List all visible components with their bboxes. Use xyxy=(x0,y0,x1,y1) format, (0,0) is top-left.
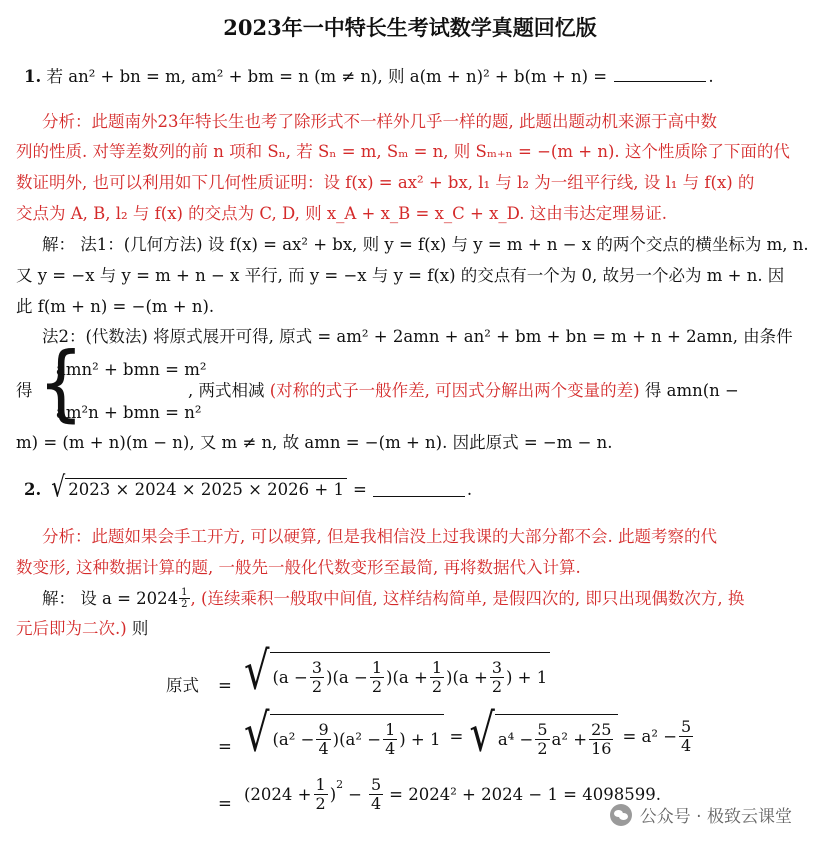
r3d: = 2024² + 2024 − 1 = 4098599. xyxy=(389,785,661,804)
f16: 16 xyxy=(591,739,612,758)
frac-9-4 xyxy=(316,721,330,758)
r2c: ) + 1 xyxy=(399,730,441,749)
row2a-radicand xyxy=(270,714,444,758)
r1e: ) + 1 xyxy=(506,668,548,687)
q2-analysis-line-2: 数变形, 这种数据计算的题, 一般先一般化代数变形至最简, 再将数据代入计算. xyxy=(16,558,581,577)
f5: 5 xyxy=(537,720,548,739)
f9: 9 xyxy=(318,720,329,739)
r2a: (a² − xyxy=(272,730,315,749)
r2d: a⁴ − xyxy=(497,730,534,749)
q1-method2-line-1: 法2：(代数法) 将原式展开可得, 原式 = am² + 2amn + an² + bm + bn = m + n + 2amn, 由条件 xyxy=(42,327,793,346)
r1b: )(a − xyxy=(326,668,368,687)
sqrt-row-1 xyxy=(244,641,550,702)
radical-sign-icon: √ xyxy=(244,641,270,702)
frac-5-4 xyxy=(679,718,693,755)
q1-subtract-note: (对称的式子一般作差, 可因式分解出两个变量的差) xyxy=(269,381,640,400)
q2-number: 2. xyxy=(24,479,42,499)
q1-method2-de: 得 xyxy=(16,381,33,400)
q1-method2-subtract xyxy=(188,380,739,402)
f3: 3 xyxy=(311,658,323,677)
q2-half xyxy=(179,587,189,610)
q2-equals: = xyxy=(353,479,367,499)
q2-solution-intro xyxy=(42,587,744,610)
frac-1-2 xyxy=(370,659,384,696)
q1-analysis-line-3: 数证明外, 也可以利用如下几何性质证明：设 f(x) = ax² + bx, l₁ 与 l₂ 为一组平行线, 设 l₁ 与 f(x) 的 xyxy=(16,173,755,192)
math-row-2 xyxy=(244,703,695,764)
page-title: 2023年一中特长生考试数学真题回忆版 xyxy=(223,15,597,40)
frac-5-4 xyxy=(369,776,383,813)
r2e: a² + xyxy=(551,730,588,749)
sqrt-row-2b xyxy=(469,703,618,764)
f1: 1 xyxy=(315,775,326,794)
q1-solution-line-1: 解： 法1：(几何方法) 设 f(x) = ax² + bx, 则 y = f(x) 与 y = m + n − x 的两个交点的横坐标为 m, n. xyxy=(42,235,809,254)
frac-25-16 xyxy=(589,721,613,758)
f2: 2 xyxy=(311,677,323,696)
half-num: 1 xyxy=(181,587,188,598)
radical-sign-icon: √ xyxy=(469,703,495,764)
q1-method2-conclusion: m) = (m + n)(m − n), 又 m ≠ n, 故 amn = −(m + n). 因此原式 = −m − n. xyxy=(16,433,613,452)
q2-answer-blank xyxy=(373,482,465,497)
r3-square: 2 xyxy=(336,778,344,791)
q2-radicand: 2023 × 2024 × 2025 × 2026 + 1 xyxy=(65,478,347,501)
frac-1-4 xyxy=(383,721,397,758)
f4: 4 xyxy=(385,739,396,758)
radical-sign-icon: √ xyxy=(244,703,270,764)
equals-2: = xyxy=(218,737,232,756)
wechat-icon xyxy=(610,804,632,826)
watermark xyxy=(610,802,792,827)
f2: 2 xyxy=(431,677,443,696)
row2b-radicand xyxy=(495,714,619,758)
q1-analysis-line-2: 列的性质. 对等差数列的前 n 项和 Sₙ, 若 Sₙ = m, Sₘ = n, 则 Sₘ₊ₙ = −(m + n). 这个性质除了下面的代 xyxy=(16,142,790,161)
sqrt-row-2a xyxy=(244,703,444,764)
q1-solution-line-2: 又 y = −x 与 y = m + n − x 平行, 而 y = −x 与 y = f(x) 的交点有一个为 0, 故另一个必为 m + n. 因 xyxy=(16,266,785,285)
q2-sqrt xyxy=(51,471,347,505)
row1-radicand xyxy=(270,652,551,696)
q2-stem xyxy=(24,471,473,505)
math-row-3 xyxy=(244,776,661,813)
q1-analysis-line-1: 分析：此题南外23年特长生也考了除形式不一样外几乎一样的题, 此题出题动机来源于高中数 xyxy=(42,112,717,131)
f25: 25 xyxy=(591,720,612,739)
frac-5-2 xyxy=(535,721,549,758)
r3b: ) xyxy=(329,785,337,804)
frac-1-2 xyxy=(314,776,328,813)
f5: 5 xyxy=(681,716,692,736)
equals-3: = xyxy=(218,794,232,813)
q1-subtract-result: 得 amn(n − xyxy=(639,381,739,400)
q2-solution-note-2: 元后即为二次.) xyxy=(16,619,127,638)
q2-sub-a: 解： 设 a = 2024 xyxy=(42,588,179,608)
math-row-1 xyxy=(244,641,550,702)
q2-then: 则 xyxy=(126,619,149,638)
f1: 1 xyxy=(431,658,443,677)
frac-3-2 xyxy=(310,659,324,696)
watermark-text: 公众号 · 极致云课堂 xyxy=(639,807,792,827)
r2f: = a² − xyxy=(622,726,678,746)
yuanshi-label: 原式 xyxy=(166,676,199,695)
half-den: 2 xyxy=(181,599,188,610)
q1-stem-text: 若 an² + bn = m, am² + bm = n (m ≠ n), 则 a(m + n)² + b(m + n) = xyxy=(46,67,608,86)
f1: 1 xyxy=(371,658,383,677)
q2-stem-end: . xyxy=(466,479,473,499)
f3: 3 xyxy=(491,658,502,677)
q2-solution-intro-2 xyxy=(16,618,148,640)
f2: 2 xyxy=(315,794,326,813)
r3a: (2024 + xyxy=(244,785,312,804)
frac-3-2 xyxy=(490,659,504,696)
f4: 4 xyxy=(318,739,329,758)
q1-stem xyxy=(24,66,714,88)
f2: 2 xyxy=(491,677,502,696)
r3c: − xyxy=(348,785,362,804)
q1-analysis-line-4: 交点为 A, B, l₂ 与 f(x) 的交点为 C, D, 则 x_A + x_B = x_C + x_D. 这由韦达定理易证. xyxy=(16,204,668,223)
r2-eq: = xyxy=(449,726,464,746)
system-equation-1: amn² + bmn = m² xyxy=(56,360,207,379)
q2-analysis-line-1: 分析：此题如果会手工开方, 可以硬算, 但是我相信没上过我课的大部分都不会. 此题考察的代 xyxy=(42,527,717,546)
r1a: (a − xyxy=(272,668,308,687)
f2: 2 xyxy=(371,677,383,696)
q2-solution-note: , (连续乘积一般取中间值, 这样结构简单, 是假四次的, 即只出现偶数次方, 换 xyxy=(190,588,745,608)
q1-answer-blank xyxy=(614,67,706,82)
system-brace: { xyxy=(38,333,84,431)
r1d: )(a + xyxy=(446,668,488,687)
f4: 4 xyxy=(681,735,692,755)
q1-number: 1. xyxy=(24,67,42,86)
equals-1: = xyxy=(218,676,232,695)
frac-1-2 xyxy=(430,659,444,696)
system-equation-2: am²n + bmn = n² xyxy=(56,403,202,422)
f1: 1 xyxy=(385,720,396,739)
radical-sign-icon: √ xyxy=(51,471,66,505)
f2: 2 xyxy=(537,739,548,758)
q1-subtract-text: , 两式相减 xyxy=(188,381,270,400)
q1-stem-end: . xyxy=(708,67,714,86)
q1-solution-line-3: 此 f(m + n) = −(m + n). xyxy=(16,297,215,316)
f5: 5 xyxy=(370,775,382,794)
r2b: )(a² − xyxy=(332,730,382,749)
r1c: )(a + xyxy=(386,668,428,687)
f4: 4 xyxy=(370,794,382,813)
